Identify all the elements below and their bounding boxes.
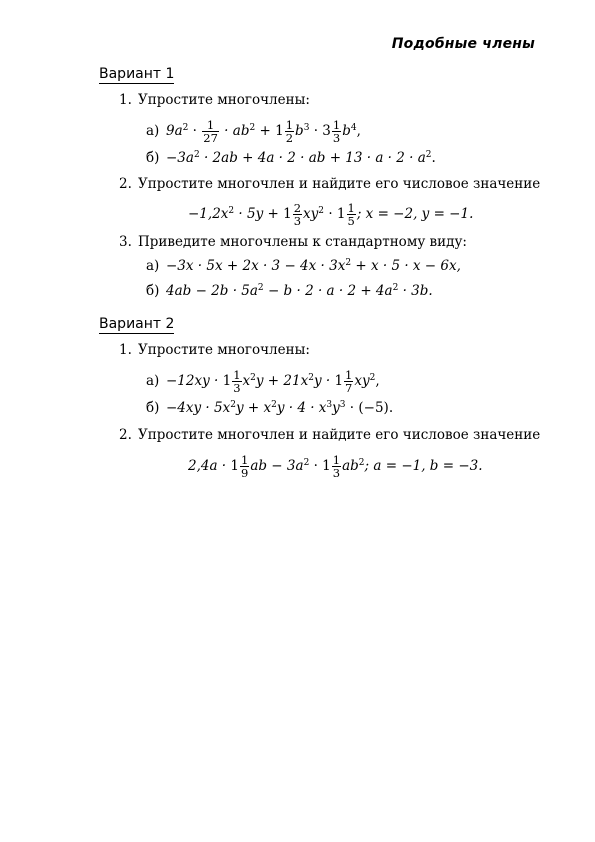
fraction [293,202,302,227]
variant-1-task-3-a [146,258,461,274]
fraction-denominator: 3 [293,214,302,228]
expr-part: xy [354,373,370,389]
variant-1-heading: Вариант 1 [99,66,175,82]
exponent: 2 [369,373,376,383]
exponent: 2 [303,458,310,468]
variant-2-heading: Вариант 2 [99,316,175,332]
fraction [344,369,353,394]
exponent: 2 [308,373,314,383]
task-number: 2. [119,176,132,192]
mixed-number [283,201,303,228]
mixed-whole: 1 [283,206,292,222]
expr-part: + x · 5 · x − 6x, [351,258,461,274]
expr-part: · 5y + [234,206,284,222]
task-number: 2. [119,427,132,443]
variant-1-task-3-b [146,283,433,299]
task-number: 1. [119,342,132,358]
exponent: 2 [358,458,365,468]
task-text: Упростите многочлен и найдите его числовое значение [138,427,541,443]
subtask-label: а) [146,123,160,139]
fraction [332,454,341,479]
mixed-whole: 1 [322,458,331,474]
fraction [232,369,241,394]
fraction-denominator: 2 [285,131,294,145]
expr-part: · ab [219,123,250,139]
exponent: 2 [271,400,277,410]
expr-part: x [242,373,251,389]
fraction [285,119,294,144]
expr-part: −12xy · [166,373,223,389]
fraction [332,119,341,144]
fraction [240,454,249,479]
exponent: 3 [339,400,346,410]
fraction-denominator: 3 [332,131,341,145]
mixed-number [322,453,342,480]
fraction-numerator: 1 [241,453,249,467]
expr-part: −1,2x [188,206,229,222]
fraction-numerator: 1 [202,119,219,132]
exponent: 4 [350,123,357,133]
expr-part: − b · 2 · a · 2 + 4a [263,283,393,299]
subtask-label: б) [146,150,160,166]
expr-part: y + 21x [255,373,309,389]
expr-part: xy [303,206,319,222]
variant-1-task-3 [119,234,467,250]
expr-part: y + x [235,400,272,416]
expr-part: b [295,123,304,139]
variant-2-task-1 [119,342,310,358]
exponent: 2 [228,206,235,216]
fraction-denominator: 7 [345,381,353,395]
expr-part: 9a [166,123,183,139]
fraction-denominator: 3 [332,466,341,480]
variant-2-task-2 [119,427,540,443]
mixed-whole: 1 [230,458,239,474]
subtask-label: б) [146,283,160,299]
task-text: Упростите многочлены: [138,342,310,358]
exponent: 2 [257,283,264,293]
task-text: Приведите многочлены к стандартному виду: [138,234,467,250]
expr-part: y [332,400,340,416]
exponent: 2 [230,400,236,410]
expr-part: ; x = −2, y = −1. [356,206,474,222]
mixed-number [334,368,354,395]
expr-part: · [309,458,323,474]
exponent: 3 [303,123,310,133]
expr-part: −4xy · 5x [166,400,231,416]
fraction-denominator: 9 [241,466,249,480]
expr-part: · (−5). [345,400,394,416]
subtask-label: б) [146,400,160,416]
expr-part: , [356,123,361,139]
expr-part: · 2ab + 4a · 2 · ab + 13 · a · 2 · a [199,150,426,166]
mixed-number [322,118,342,145]
expr-part: −3x · 5x + 2x · 3 − 4x · 3x [166,258,346,274]
fraction-numerator: 1 [345,368,353,382]
expr-part: ab [342,458,359,474]
task-number: 3. [119,234,132,250]
fraction [202,119,219,144]
subtask-label: а) [146,258,160,274]
expr-part: · 3b. [398,283,433,299]
mixed-whole: 1 [334,373,344,389]
fraction-numerator: 1 [332,453,341,467]
expr-part: · [324,206,337,222]
fraction [347,202,356,227]
expr-part: −3a [166,150,194,166]
mixed-whole: 1 [336,206,346,222]
mixed-whole: 1 [222,373,232,389]
exponent: 2 [425,150,432,160]
variant-2-task-1-a [146,369,380,394]
task-text: Упростите многочлен и найдите его числовое значение [138,176,541,192]
expr-part: y · 4 · x [276,400,327,416]
mixed-whole: 1 [275,123,284,139]
expr-part: ; a = −1, b = −3. [364,458,483,474]
exponent: 2 [249,123,256,133]
fraction-denominator: 5 [347,214,355,228]
expr-part: y · [313,373,335,389]
variant-1-task-2-expression [188,202,473,227]
exponent: 2 [392,283,399,293]
exponent: 2 [182,123,189,133]
expr-part: 2,4a · [188,458,231,474]
exponent: 3 [326,400,333,410]
expr-part: 4ab − 2b · 5a [166,283,258,299]
fraction-denominator: 27 [203,131,218,145]
variant-1-task-1 [119,92,310,108]
expr-part: · [188,123,202,139]
mixed-whole: 3 [322,123,331,139]
exponent: 2 [345,258,352,268]
expr-part: , [375,373,380,389]
mixed-number [275,118,295,145]
exponent: 2 [250,373,256,383]
expr-part: b [342,123,351,139]
fraction-numerator: 2 [293,201,302,215]
fraction-numerator: 1 [233,368,241,382]
expr-part: ab − 3a [250,458,304,474]
expr-part: . [431,150,436,166]
variant-1-task-2 [119,176,540,192]
task-number: 1. [119,92,132,108]
expr-part: · [309,123,323,139]
fraction-numerator: 1 [347,201,355,215]
mixed-number [230,453,250,480]
variant-1-task-1-b [146,150,436,166]
task-text: Упростите многочлены: [138,92,310,108]
fraction-numerator: 1 [285,118,294,132]
exponent: 2 [193,150,200,160]
fraction-numerator: 1 [332,118,341,132]
variant-1-task-1-a [146,119,361,144]
variant-2-task-2-expression [188,454,483,479]
exponent: 2 [318,206,325,216]
subtask-label: а) [146,373,160,389]
expr-part: + [255,123,276,139]
mixed-number [222,368,243,395]
variant-2-task-1-b [146,400,393,416]
mixed-number [336,201,357,228]
page-title: Подобные члены [391,36,535,52]
fraction-denominator: 3 [233,381,241,395]
